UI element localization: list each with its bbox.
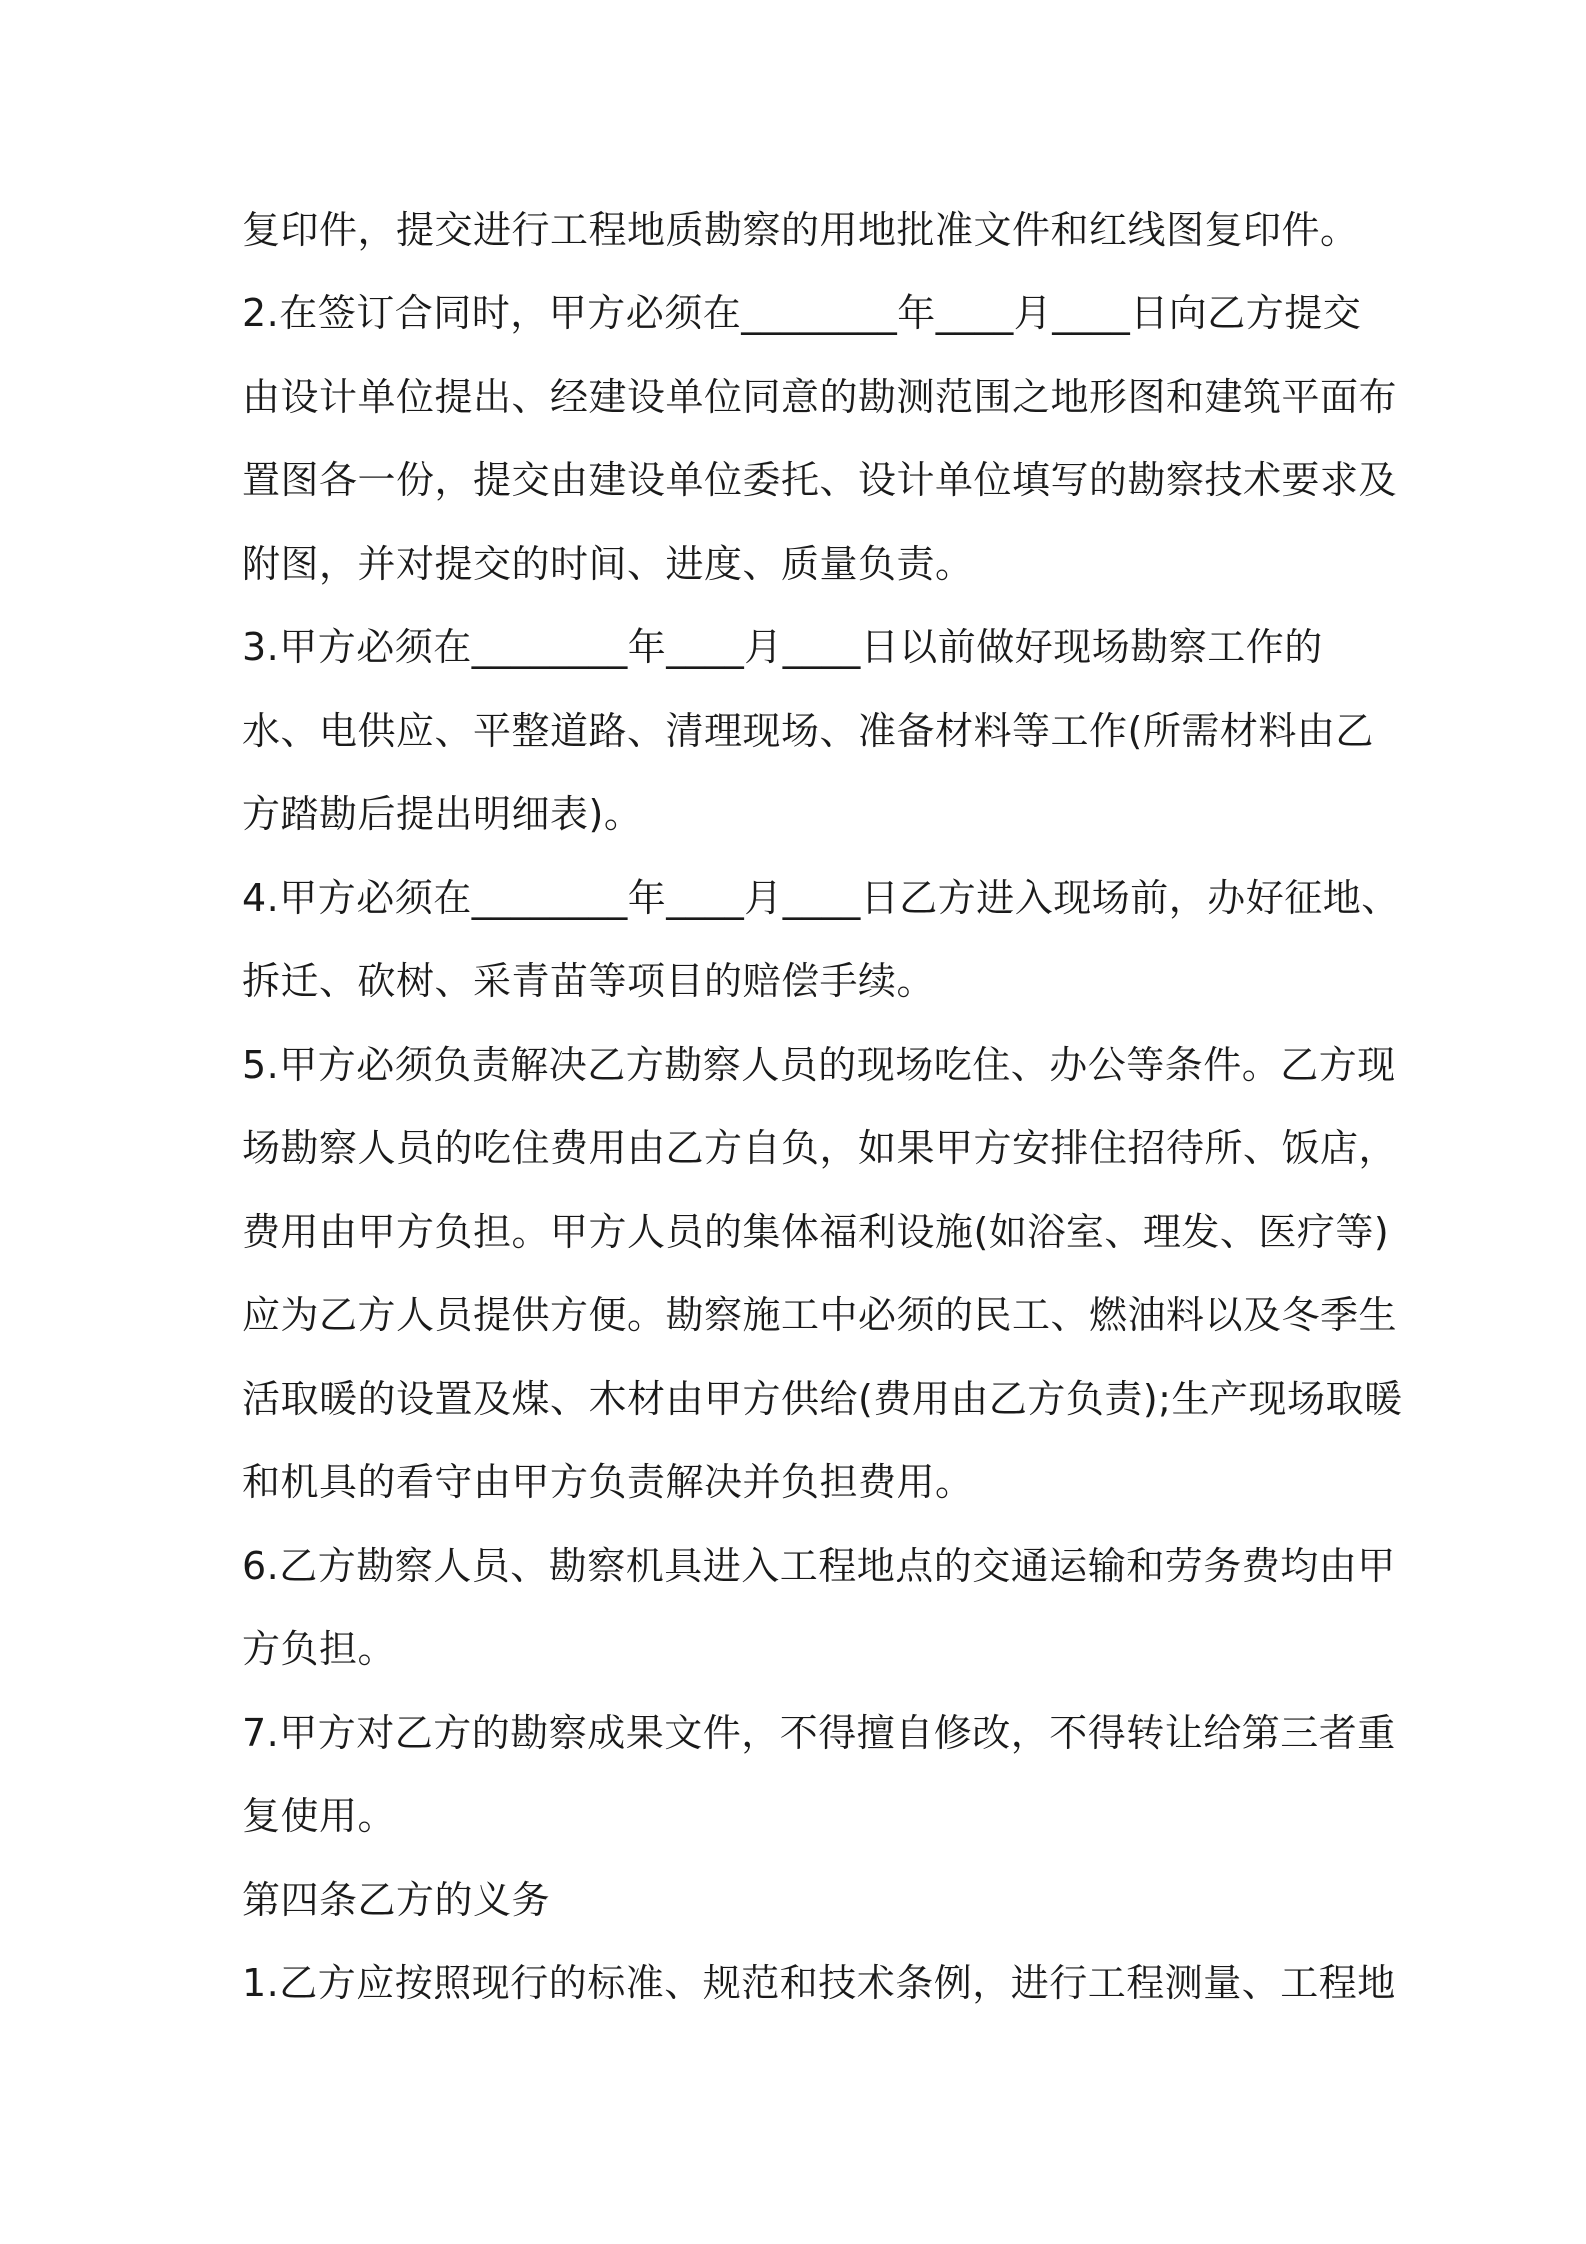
- text-line: 1.乙方应按照现行的标准、规范和技术条例，进行工程测量、工程地: [242, 1961, 1396, 2005]
- text-line: 方负担。: [242, 1627, 397, 1671]
- section-heading: 第四条乙方的义务: [242, 1878, 551, 1922]
- text-line: 3.甲方必须在________年____月____日以前做好现场勘察工作的: [242, 625, 1323, 669]
- text-line: 置图各一份，提交由建设单位委托、设计单位填写的勘察技术要求及: [242, 458, 1398, 502]
- text-line: 7.甲方对乙方的勘察成果文件，不得擅自修改，不得转让给第三者重: [242, 1711, 1396, 1755]
- text-line: 复印件，提交进行工程地质勘察的用地批准文件和红线图复印件。: [242, 208, 1359, 252]
- text-line: 6.乙方勘察人员、勘察机具进入工程地点的交通运输和劳务费均由甲: [242, 1544, 1396, 1588]
- text-line: 4.甲方必须在________年____月____日乙方进入现场前，办好征地、: [242, 876, 1400, 920]
- text-line: 方踏勘后提出明细表)。: [242, 792, 643, 836]
- text-line: 应为乙方人员提供方便。勘察施工中必须的民工、燃油料以及冬季生: [242, 1293, 1398, 1337]
- text-line: 附图，并对提交的时间、进度、质量负责。: [242, 542, 974, 586]
- text-line: 5.甲方必须负责解决乙方勘察人员的现场吃住、办公等条件。乙方现: [242, 1043, 1396, 1087]
- text-line: 费用由甲方负担。甲方人员的集体福利设施(如浴室、理发、医疗等): [242, 1210, 1390, 1254]
- text-line: 和机具的看守由甲方负责解决并负担费用。: [242, 1460, 974, 1504]
- text-line: 水、电供应、平整道路、清理现场、准备材料等工作(所需材料由乙: [242, 709, 1374, 753]
- text-line: 复使用。: [242, 1794, 397, 1838]
- text-line: 由设计单位提出、经建设单位同意的勘测范围之地形图和建筑平面布: [242, 375, 1398, 419]
- text-line: 活取暖的设置及煤、木材由甲方供给(费用由乙方负责);生产现场取暖: [242, 1377, 1403, 1421]
- text-line: 拆迁、砍树、采青苗等项目的赔偿手续。: [242, 959, 936, 1003]
- text-line: 场勘察人员的吃住费用由乙方自负，如果甲方安排住招待所、饭店，: [242, 1126, 1398, 1170]
- text-line: 2.在签订合同时，甲方必须在________年____月____日向乙方提交: [242, 291, 1362, 335]
